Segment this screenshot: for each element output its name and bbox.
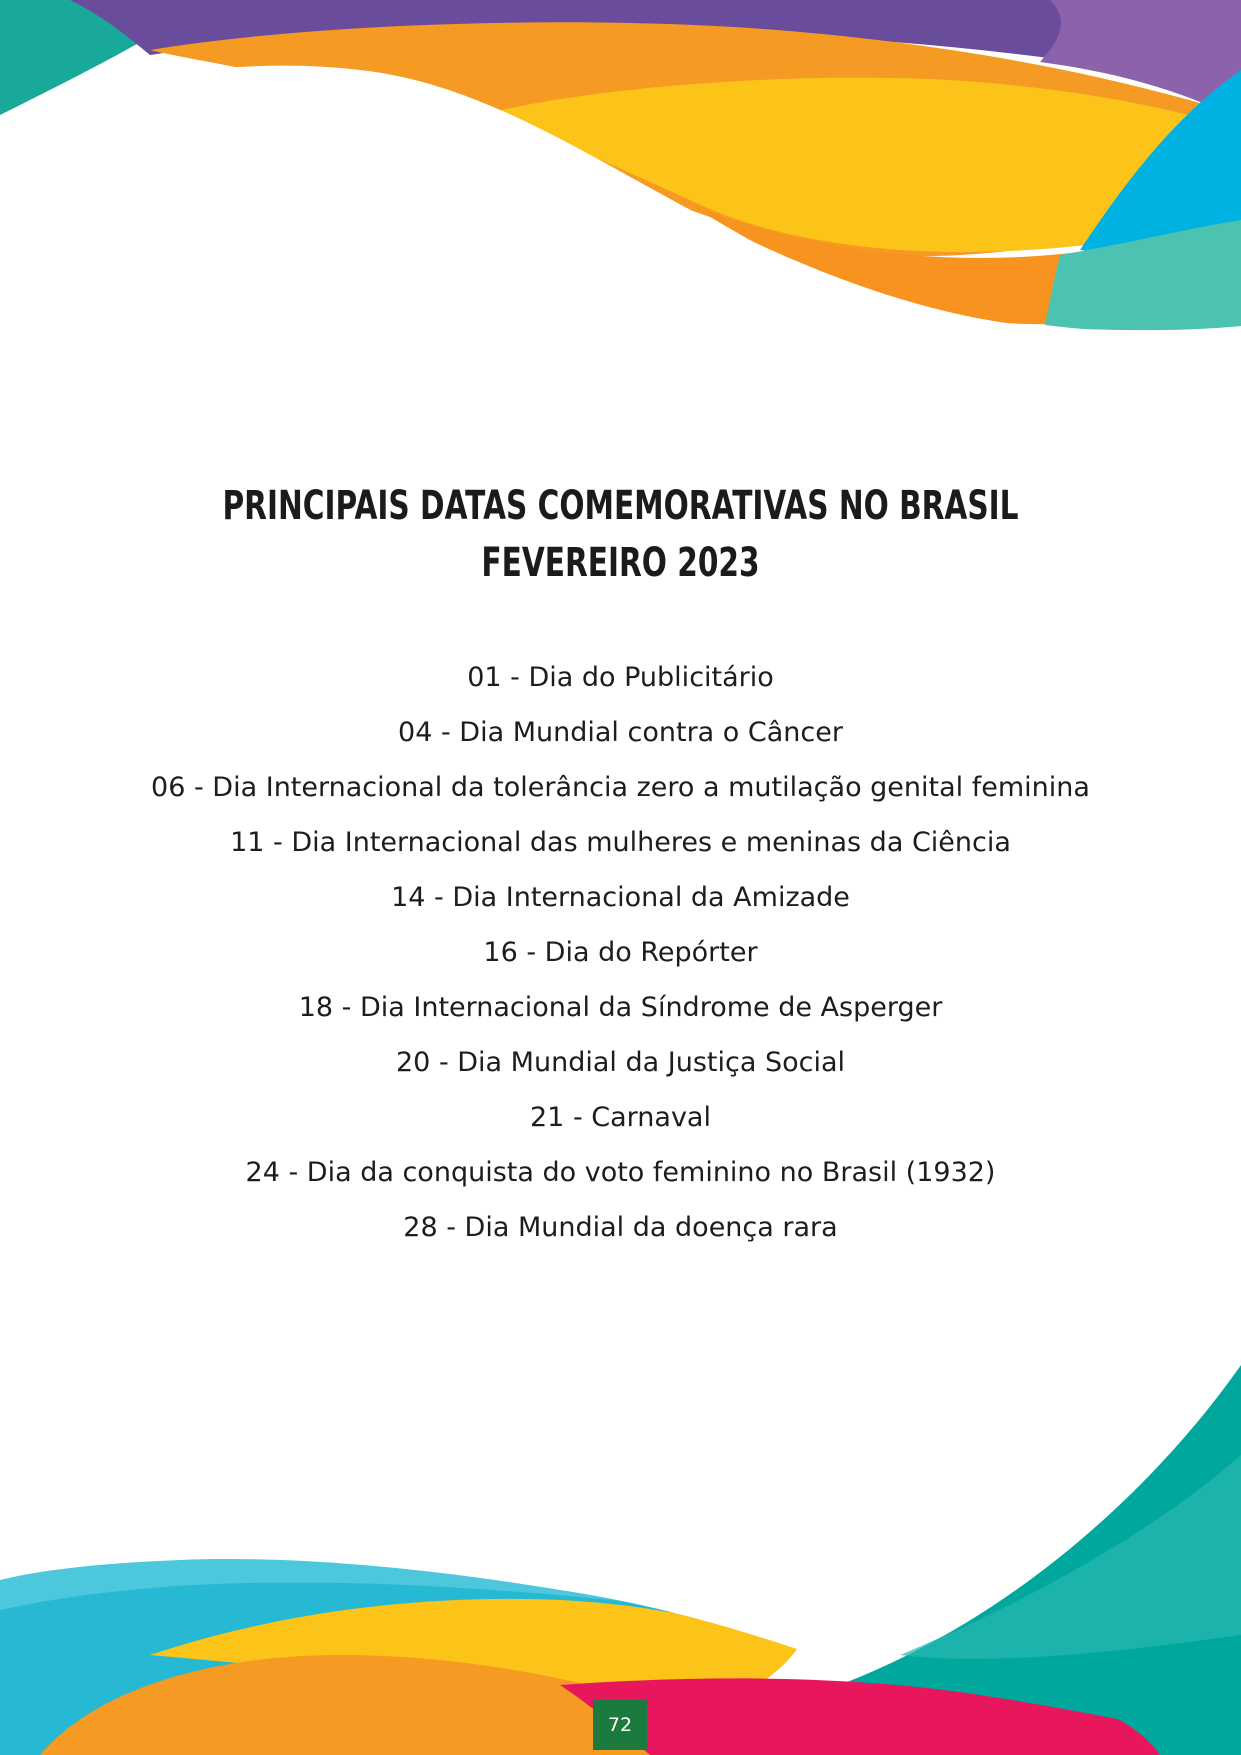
commemorative-dates-list <box>0 650 1241 1255</box>
page-number: 72 <box>593 1700 647 1750</box>
list-item: 04 - Dia Mundial contra o Câncer <box>398 717 843 748</box>
list-item: 24 - Dia da conquista do voto feminino no Brasil (1932) <box>245 1157 996 1188</box>
list-item: 06 - Dia Internacional da tolerância zero a mutilação genital feminina <box>151 772 1090 803</box>
page-title <box>161 478 1079 592</box>
list-item: 01 - Dia do Publicitário <box>467 662 774 693</box>
list-item: 14 - Dia Internacional da Amizade <box>391 882 850 913</box>
title-line-2: FEVEREIRO 2023 <box>481 540 760 586</box>
list-item: 21 - Carnaval <box>530 1102 711 1133</box>
list-item: 16 - Dia do Repórter <box>483 937 758 968</box>
list-item: 28 - Dia Mundial da doença rara <box>403 1212 838 1243</box>
list-item: 20 - Dia Mundial da Justiça Social <box>396 1047 845 1078</box>
list-item: 18 - Dia Internacional da Síndrome de Asperger <box>298 992 943 1023</box>
bottom-wave-decoration <box>0 1355 1241 1755</box>
list-item: 11 - Dia Internacional das mulheres e meninas da Ciência <box>230 827 1011 858</box>
top-wave-decoration <box>0 0 1241 340</box>
title-line-1: PRINCIPAIS DATAS COMEMORATIVAS NO BRASIL <box>222 483 1019 529</box>
